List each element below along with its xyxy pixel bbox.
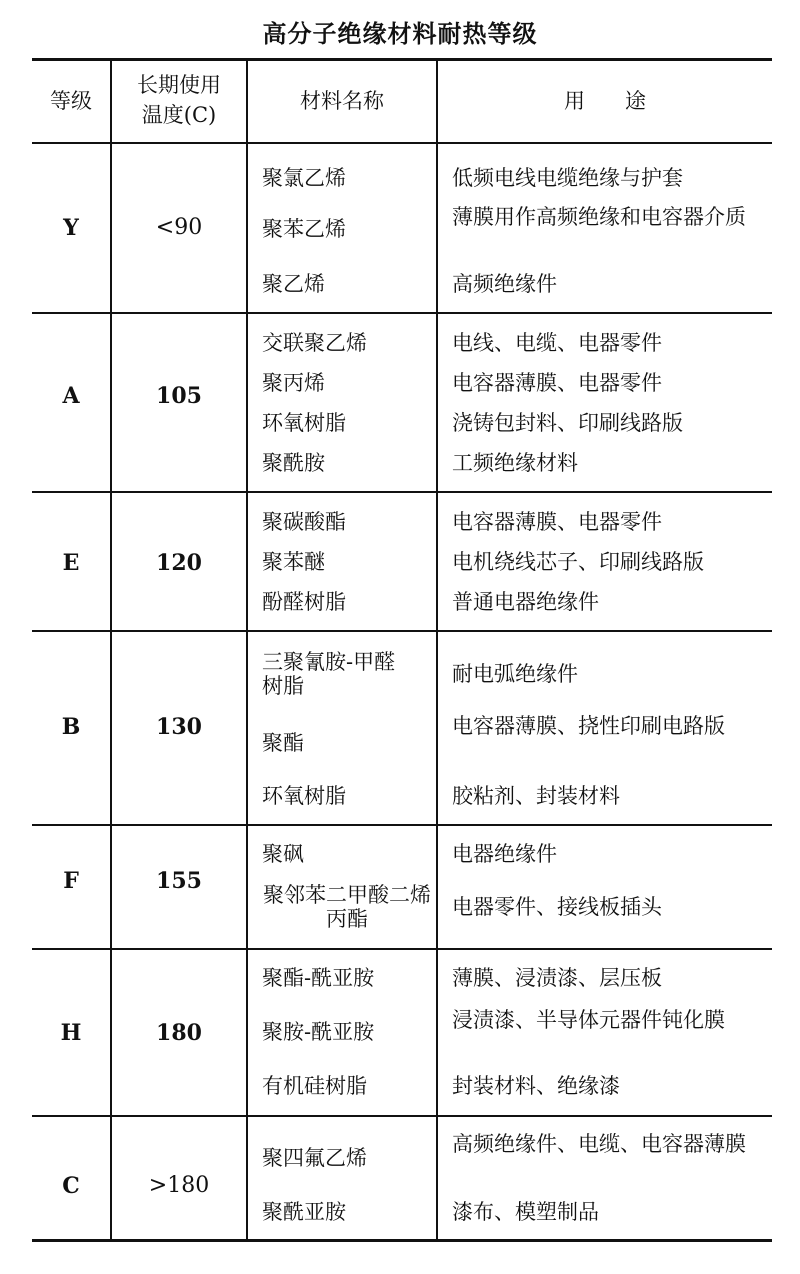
material-cell: 酚醛树脂 [262,590,346,614]
use-cell: 浇铸包封料、印刷线路版 [452,411,683,435]
grade-cell: B [61,714,81,740]
material-cell: 聚酰亚胺 [262,1200,346,1224]
top-rule [32,58,772,61]
use-cell: 电容器薄膜、电器零件 [452,510,662,534]
grade-cell: E [62,550,80,576]
group-divider [32,491,772,493]
use-cell: 漆布、模塑制品 [452,1200,599,1224]
use-cell: 薄膜用作高频绝缘和电容器介质 [452,205,746,229]
header-temp-line2: 温度(C) [141,103,217,127]
material-cell: 聚邻苯二甲酸二烯丙酯 [263,883,431,931]
use-cell: 低频电线电缆绝缘与护套 [452,166,683,190]
group-divider [32,824,772,826]
material-cell: 聚酯-酰亚胺 [262,966,375,990]
header-rule [32,142,772,144]
material-cell: 聚碳酸酯 [262,510,346,534]
temp-cell: 120 [156,550,202,576]
material-cell: 环氧树脂 [262,784,346,808]
group-divider [32,630,772,632]
group-divider [32,948,772,950]
header-use: 用 途 [563,89,647,113]
header-temp-line1: 长期使用 [137,73,221,97]
use-cell: 薄膜、浸渍漆、层压板 [452,966,662,990]
use-cell: 耐电弧绝缘件 [452,662,578,686]
material-cell: 聚丙烯 [262,371,325,395]
header-grade: 等级 [50,89,92,113]
use-cell: 普通电器绝缘件 [452,590,599,614]
grade-cell: A [62,383,80,409]
group-divider [32,312,772,314]
material-cell: 聚苯乙烯 [262,217,346,241]
use-cell: 高频绝缘件、电缆、电容器薄膜 [452,1132,746,1156]
temp-cell: 155 [156,868,202,894]
grade-cell: C [62,1173,80,1199]
use-cell: 电容器薄膜、电器零件 [452,371,662,395]
material-cell: 聚四氟乙烯 [262,1146,367,1170]
use-cell: 电器零件、接线板插头 [452,895,662,919]
material-cell: 三聚氰胺-甲醛树脂 [262,650,396,698]
material-cell: 聚氯乙烯 [262,166,346,190]
use-cell: 胶粘剂、封装材料 [452,784,620,808]
material-cell: 聚苯醚 [262,550,325,574]
use-cell: 电容器薄膜、挠性印刷电路版 [452,714,725,738]
temp-cell: 105 [156,383,202,409]
material-cell: 聚乙烯 [262,272,325,296]
material-cell: 聚砜 [262,842,304,866]
column-divider [436,60,438,1241]
use-cell: 电机绕线芯子、印刷线路版 [452,550,704,574]
material-cell: 有机硅树脂 [262,1074,367,1098]
material-cell: 交联聚乙烯 [262,331,367,355]
bottom-rule [32,1239,772,1242]
use-cell: 电器绝缘件 [452,842,557,866]
material-cell: 聚酯 [262,731,304,755]
table-title: 高分子绝缘材料耐热等级 [262,19,538,48]
use-cell: 高频绝缘件 [452,272,557,296]
group-divider [32,1115,772,1117]
grade-cell: F [63,868,79,894]
material-cell: 聚酰胺 [262,451,325,475]
material-cell: 环氧树脂 [262,411,346,435]
temp-cell: <90 [155,215,203,240]
temp-cell: 130 [156,714,202,740]
use-cell: 封装材料、绝缘漆 [452,1074,620,1098]
temp-cell: >180 [148,1173,210,1198]
column-divider [246,60,248,1241]
use-cell: 工频绝缘材料 [452,451,578,475]
material-cell: 聚胺-酰亚胺 [262,1020,375,1044]
use-cell: 浸渍漆、半导体元器件钝化膜 [452,1008,725,1032]
temp-cell: 180 [156,1020,202,1046]
grade-cell: Y [63,215,79,241]
header-material: 材料名称 [300,89,384,113]
grade-cell: H [60,1020,82,1046]
use-cell: 电线、电缆、电器零件 [452,331,662,355]
